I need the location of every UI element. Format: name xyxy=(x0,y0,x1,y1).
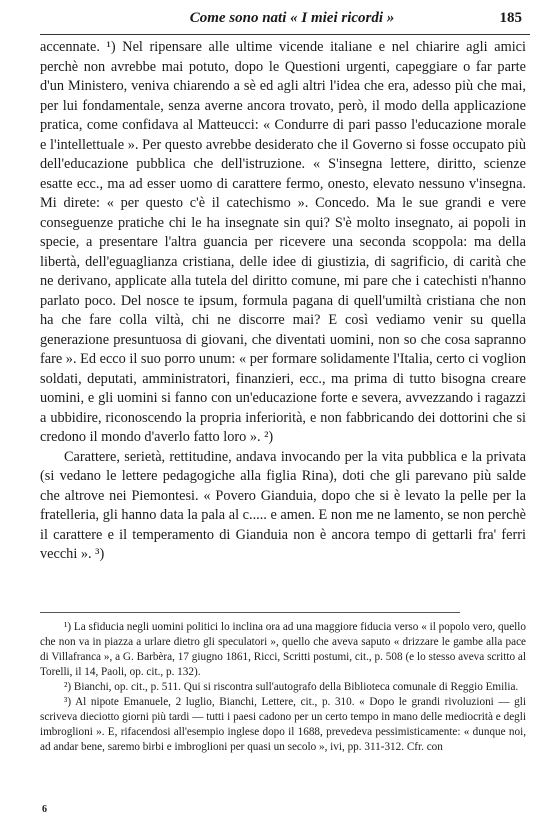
running-title: Come sono nati « I miei ricordi » xyxy=(189,10,395,26)
footnotes xyxy=(40,620,526,755)
paragraph-1: accennate. ¹) Nel ripensare alle ultime vicende italiane e nel chiarire agli amici perchè non avrebbe mai potuto, dopo le Questioni urgenti, capeggiare o far parte d'un Ministero, veniva chiarendo a sè ed agli altri l'idea che era, adesso più che mai, per lui fondamentale, senza averne ancora trovato, però, il modo della applicazione pratica, come confidava al Matteucci: « Condurre di pari passo l'educazione morale e l'intellettuale ». Per questo avrebbe desiderato che il Governo si fosse occupato più dell'educazione pubblica che dell'istruzione. « S'insegna lettere, diritto, scienze esatte ecc., ma ad esser uomo di carattere fermo, onesto, elevato nessuno v'insegna. Mi direte: « per questo c'è il catechismo ». Concedo. Ma le sue grandi e vere conseguenze pratiche chi le ha insegnate sin qui? S'è molto insegnato, ai popoli in specie, a presentare l'altra guancia per ricevere una seconda scoppola: ma della libertà, dell'eguaglianza cristiana, delle idee di giustizia, di sagrificio, di carità che ne derivano, applicate alla tutela del diritto comune, mi pare che i catechisti n'hanno parlato poco. Del nosce te ipsum, formula pagana di quell'umiltà cristiana che non ha che fare colla viltà, chi ne discorre mai? E così vediamo venir su quella generazione presuntuosa di giovani, che diventati uomini, non so che cosa sapranno fare ». Ed ecco il suo porro unum: « per formare solidamente l'Italia, certo ci voglion soldati, deputati, amministratori, finanzieri, ecc., ma prima di tutto bisogna creare uomini, e gli uomini si fanno con un'educazione forte e severa, avvezzando i ragazzi a ubbidire, riconoscendo la propria inferiorità, e non fabbricando dei dottorini che si credono il mondo d'averlo fatto loro ». ²) xyxy=(40,39,526,445)
paragraph-2: Carattere, serietà, rettitudine, andava invocando per la vita pubblica e la privata (si vedano le lettere pedagogiche alla figlia Rina), doti che gli parevano più salde che altrove nei Piemontesi. « Povero Gianduia, dopo che si è levato la pelle per la fratelleria, gli hanno data la pala al c..... e amen. E non me ne lamento, se non perchè il carattere e il temperamento di Gianduia non è ancora tempo di gettarli fra' ferri vecchi ». ³) xyxy=(40,448,526,562)
page-number: 185 xyxy=(499,10,522,26)
footnote-1: ¹) La sfiducia negli uomini politici lo inclina ora ad una maggiore fiducia verso « il popolo vero, quello che non va in piazza a urlare dietro gli speculatori », quello che aveva saputo « drizzare le gambe alla pace di Villafranca », a G. Barbèra, 17 giugno 1861, Ricci, Scritti postumi, cit., p. 508 (e lo stesso aveva scritto al Torelli, il 14, Paoli, op. cit., p. 132). xyxy=(40,621,526,678)
main-text xyxy=(40,38,526,565)
signature-mark: 6 xyxy=(42,804,47,815)
footnote-3: ³) Al nipote Emanuele, 2 luglio, Bianchi, Lettere, cit., p. 310. « Dopo le grandi rivoluzioni — gli scriveva dieciotto giorni più tardi — tutti i paesi cadono per un certo tempo in mano delle mediocrità e degli imbroglioni ». E, rifacendosi all'esempio inglese dopo il 1688, prevedeva pessimisticamente: « dunque noi, ad andar bene, saremo birbi e imbroglioni per quasi un secolo », ivi, pp. 311-312. Cfr. con xyxy=(40,696,526,753)
running-header xyxy=(62,10,522,32)
footnote-rule xyxy=(40,612,460,613)
footnote-2: ²) Bianchi, op. cit., p. 511. Qui si riscontra sull'autografo della Biblioteca comunale di Reggio Emilia. xyxy=(64,681,519,693)
header-rule xyxy=(40,34,530,35)
